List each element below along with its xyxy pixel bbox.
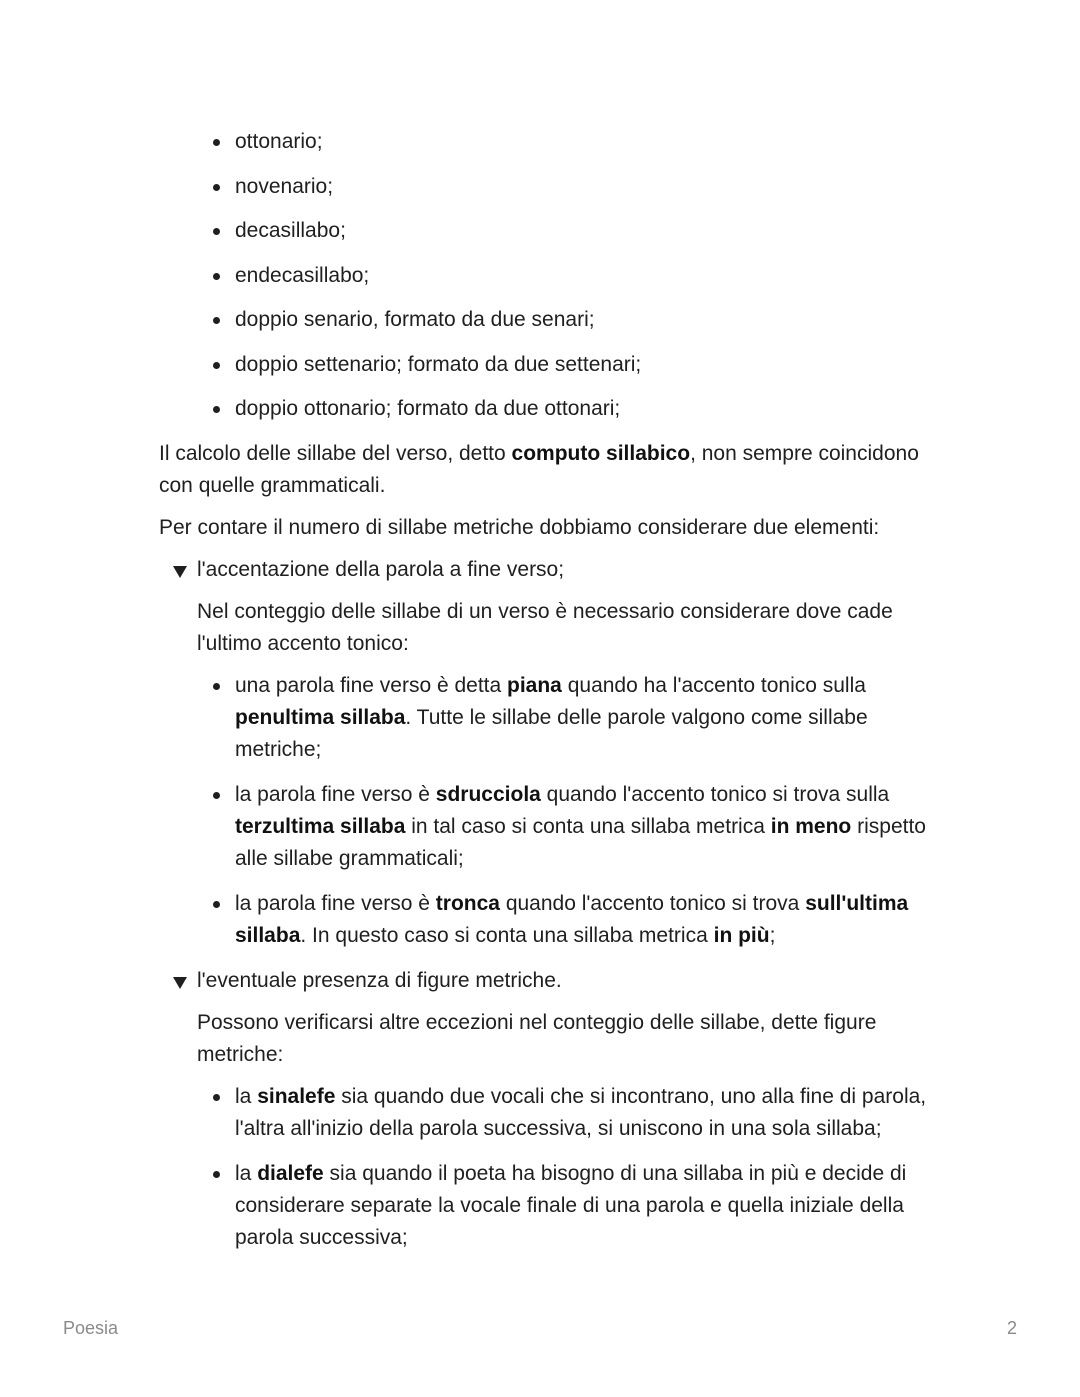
list-item: una parola fine verso è detta piana quando ha l'accento tonico sulla penultima sillaba. Tutte le sillabe delle parole valgono come sillabe metriche; — [197, 670, 949, 766]
toggle-figure-metriche — [173, 965, 949, 1254]
toggle-body — [173, 596, 949, 952]
toggle-body — [173, 1007, 949, 1254]
toggle-intro: Possono verificarsi altre eccezioni nel conteggio delle sillabe, dette figure metriche: — [197, 1010, 877, 1066]
toggle-title: l'eventuale presenza di figure metriche. — [197, 968, 562, 992]
triangle-down-icon[interactable] — [173, 977, 187, 989]
page-content — [159, 126, 949, 1267]
triangle-down-icon[interactable] — [173, 566, 187, 578]
list-item: endecasillabo; — [159, 260, 949, 292]
figures-list — [197, 1081, 949, 1254]
list-item: la parola fine verso è sdrucciola quando l'accento tonico si trova sulla terzultima sillaba in tal caso si conta una sillaba metrica in meno rispetto alle sillabe grammaticali; — [197, 779, 949, 875]
list-item: la parola fine verso è tronca quando l'accento tonico si trova sull'ultima sillaba. In questo caso si conta una sillaba metrica in più; — [197, 888, 949, 952]
paragraph-elementi: Per contare il numero di sillabe metriche dobbiamo considerare due elementi: — [159, 515, 880, 539]
list-item: novenario; — [159, 171, 949, 203]
toggle-header[interactable] — [173, 965, 949, 997]
list-item: ottonario; — [159, 126, 949, 158]
toggle-title: l'accentazione della parola a fine verso; — [197, 557, 565, 581]
footer-title: Poesia — [63, 1318, 119, 1338]
list-item: decasillabo; — [159, 215, 949, 247]
list-item: doppio senario, formato da due senari; — [159, 304, 949, 336]
list-item: doppio ottonario; formato da due ottonari; — [159, 393, 949, 425]
page-number: 2 — [1006, 1318, 1017, 1338]
accent-list — [197, 670, 949, 952]
toggle-header[interactable] — [173, 554, 949, 586]
list-item: la sinalefe sia quando due vocali che si incontrano, uno alla fine di parola, l'altra all'inizio della parola successiva, si uniscono in una sola sillaba; — [197, 1081, 949, 1145]
toggle-intro: Nel conteggio delle sillabe di un verso è necessario considerare dove cade l'ultimo accento tonico: — [197, 599, 893, 655]
verse-types-list — [159, 126, 949, 425]
list-item: doppio settenario; formato da due settenari; — [159, 349, 949, 381]
list-item: la dialefe sia quando il poeta ha bisogno di una sillaba in più e decide di considerare separate la vocale finale di una parola e quella iniziale della parola successiva; — [197, 1158, 949, 1254]
paragraph-computo: Il calcolo delle sillabe del verso, detto computo sillabico, non sempre coincidono con quelle grammaticali. — [159, 441, 919, 497]
toggle-accentazione — [173, 554, 949, 952]
